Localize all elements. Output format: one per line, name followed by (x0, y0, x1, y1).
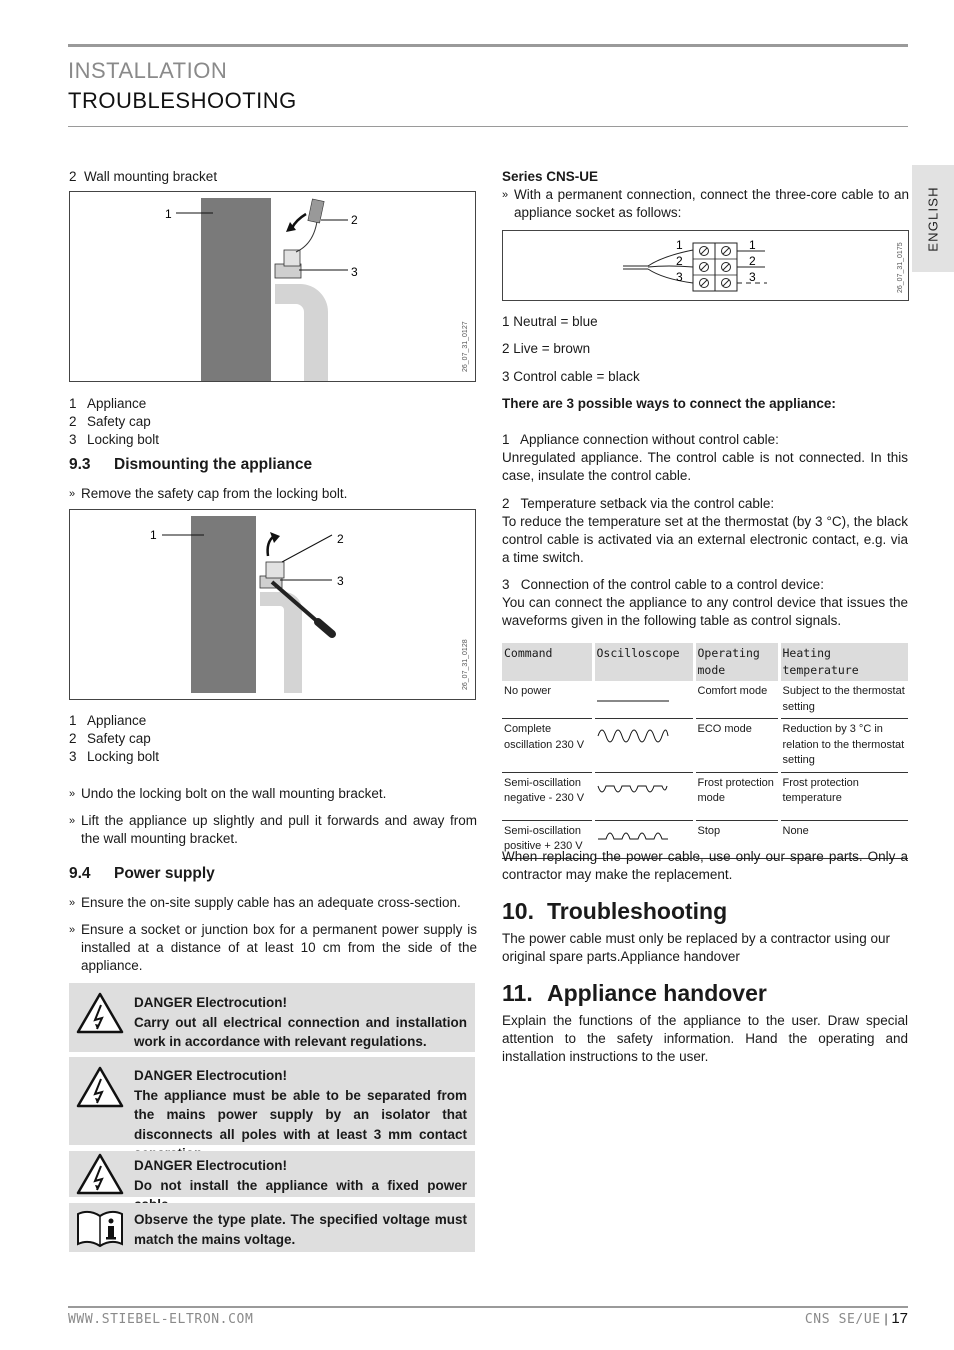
danger-title: DANGER Electrocution! (134, 995, 288, 1010)
legend-item: 1 Appliance (69, 713, 147, 728)
way2-heading: 2 Temperature setback via the control cable: (502, 496, 775, 511)
waveform-positive-icon (595, 825, 671, 845)
section-11-heading: 11. Appliance handover (502, 980, 767, 1006)
section-10-heading: 10. Troubleshooting (502, 898, 728, 924)
figure2-code: 26_07_31_0128 (462, 639, 469, 690)
header-bottom-rule (68, 126, 908, 127)
fig1-callout-2: 2 (351, 213, 358, 227)
way1-text: Unregulated appliance. The control cable is not connected. In this case, insulate the control cable. (502, 450, 908, 483)
fig2-callout-1: 1 (150, 528, 157, 542)
fig3-right-label-3: 3 (749, 270, 756, 284)
cell-mode: Comfort mode (694, 681, 779, 719)
cell-command: Semi-oscillation positive + 230 V (502, 820, 593, 858)
cell-temp: Frost protection temperature (779, 772, 908, 820)
page-title: TROUBLESHOOTING (68, 88, 297, 113)
cell-mode: ECO mode (694, 719, 779, 773)
way2-text: To reduce the temperature set at the thermostat (by 3 °C), the black control cable is activated via an external electronic contact, e.g. via a time switch. (502, 514, 908, 565)
legend-item: 3 Locking bolt (69, 749, 160, 764)
table-header-row (502, 643, 908, 681)
danger-text: The appliance must be able to be separated from the mains power supply by an isolator that disconnects all poles with at least 3 mm contact (134, 1087, 467, 1142)
legend-item: 2 Safety cap (69, 414, 151, 429)
cell-mode: Stop (694, 820, 779, 858)
fig3-left-label-3: 3 (676, 270, 683, 284)
fig3-right-label-1: 1 (749, 238, 756, 252)
cell-command: No power (502, 681, 593, 719)
way1-heading: 1 Appliance connection without control cable: (502, 432, 779, 447)
cell-oscilloscope (593, 719, 694, 773)
section-11-text: Explain the functions of the appliance to the user. Draw special attention to the safety information. Hand the operating and installation instructions to the user. (502, 1013, 908, 1064)
table-header: Command (502, 643, 593, 681)
figure-dismounting (69, 509, 476, 700)
waveform-negative-icon (595, 777, 671, 801)
table-header: Oscilloscope (593, 643, 694, 681)
footer-website: WWW.STIEBEL-ELTRON.COM (68, 1312, 254, 1327)
figure1-caption: 2 Wall mounting bracket (69, 169, 218, 184)
step-permanent-connection: » With a permanent connection, connect the three-core cable to an appliance socket as follows: (502, 186, 909, 222)
figure1-legend (69, 395, 159, 449)
replace-cable-text: When replacing the power cable, use only our spare parts. Only a contractor may make the replacement. (502, 849, 908, 882)
step-lift-appliance: » Lift the appliance up slightly and pull it forwards and away from the wall mounting bracket. (69, 812, 477, 848)
table-header: Operating mode (694, 643, 779, 681)
cell-command: Complete oscillation 230 V (502, 719, 593, 773)
figure-terminal-connection (502, 230, 909, 301)
danger-box-3 (69, 1151, 475, 1197)
step-undo-locking-bolt: » Undo the locking bolt on the wall mounting bracket. (69, 785, 477, 803)
table-header: Heating temperature (779, 643, 908, 681)
danger-box-2 (69, 1057, 475, 1145)
fig2-callout-2: 2 (337, 532, 344, 546)
danger-title: DANGER Electrocution! (134, 1068, 288, 1083)
cell-oscilloscope (593, 681, 694, 719)
footer-page-info: CNS SE/UE | 17 (804, 1310, 908, 1327)
figure2-legend (69, 712, 159, 766)
table-row (502, 681, 908, 719)
control-signal-table (502, 643, 908, 859)
wall-bracket-drawing (70, 192, 475, 381)
cell-temp: None (779, 820, 908, 858)
series-title: Series CNS-UE (502, 169, 599, 184)
section-9-4-heading: 9.4 Power supply (69, 865, 215, 882)
fig3-left-label-1: 1 (676, 238, 683, 252)
waveform-full-icon (595, 723, 671, 749)
footer-model: CNS SE/UE (804, 1312, 881, 1327)
figure1-code: 26_07_31_0127 (462, 321, 469, 372)
cell-command: Semi-oscillation negative - 230 V (502, 772, 593, 820)
danger-title: DANGER Electrocution! (134, 1158, 288, 1173)
table-row (502, 719, 908, 773)
note-box (69, 1203, 475, 1252)
fig1-callout-1: 1 (165, 207, 172, 221)
cell-mode: Frost protection mode (694, 772, 779, 820)
language-tab-label: ENGLISH (925, 185, 941, 252)
table-row (502, 772, 908, 820)
figure3-code: 26_07_31_0175 (897, 242, 904, 293)
danger-text: Carry out all electrical connection and installation work in accordance with relevant regulations. (134, 1014, 467, 1049)
step-socket-installed: » Ensure a socket or junction box for a permanent power supply is installed at a distance of at least 10 cm from the side of the appliance. (69, 921, 477, 975)
dismounting-drawing (70, 510, 475, 699)
header-top-rule (68, 44, 908, 47)
wire-live: 2 Live = brown (502, 341, 591, 356)
ways-title: There are 3 possible ways to connect the appliance: (502, 396, 836, 411)
danger-text: Do not install the appliance with a fixed power (134, 1177, 467, 1193)
danger-box-1 (69, 983, 475, 1052)
step-cable-cross-section: » Ensure the on-site supply cable has an adequate cross-section. (69, 894, 477, 912)
fig2-callout-3: 3 (337, 574, 344, 588)
fig3-left-label-2: 2 (676, 254, 683, 268)
electrocution-warning-icon (75, 1152, 125, 1196)
fig1-callout-3: 3 (351, 265, 358, 279)
header-section: INSTALLATION (68, 58, 228, 83)
step-remove-safety-cap: » Remove the safety cap from the locking bolt. (69, 485, 475, 503)
fig3-right-label-2: 2 (749, 254, 756, 268)
waveform-flat-icon (595, 685, 671, 707)
cell-oscilloscope (593, 772, 694, 820)
manual-info-icon (75, 1208, 125, 1248)
section-10-text: The power cable must only be replaced by a contractor using our original spare parts.Appliance handover (502, 931, 890, 964)
terminal-block-drawing (503, 231, 908, 300)
footer-rule (68, 1306, 908, 1308)
electrocution-warning-icon (75, 1065, 125, 1109)
language-tab (912, 165, 954, 272)
page-number: 17 (891, 1310, 908, 1327)
wire-neutral: 1 Neutral = blue (502, 314, 598, 329)
legend-item: 3 Locking bolt (69, 432, 160, 447)
section-9-3-heading: 9.3 Dismounting the appliance (69, 456, 313, 473)
way3-text: You can connect the appliance to any control device that issues the waveforms given in the following table as control signals. (502, 595, 908, 628)
figure-wall-mounting-bracket (69, 191, 476, 382)
wire-control: 3 Control cable = black (502, 369, 640, 384)
way3-heading: 3 Connection of the control cable to a control device: (502, 577, 824, 592)
electrocution-warning-icon (75, 991, 125, 1035)
cell-temp: Subject to the thermostat setting (779, 681, 908, 719)
legend-item: 1 Appliance (69, 396, 147, 411)
legend-item: 2 Safety cap (69, 731, 151, 746)
note-text: Observe the type plate. The specified voltage must match the mains voltage. (134, 1212, 467, 1247)
cell-temp: Reduction by 3 °C in relation to the thermostat setting (779, 719, 908, 773)
